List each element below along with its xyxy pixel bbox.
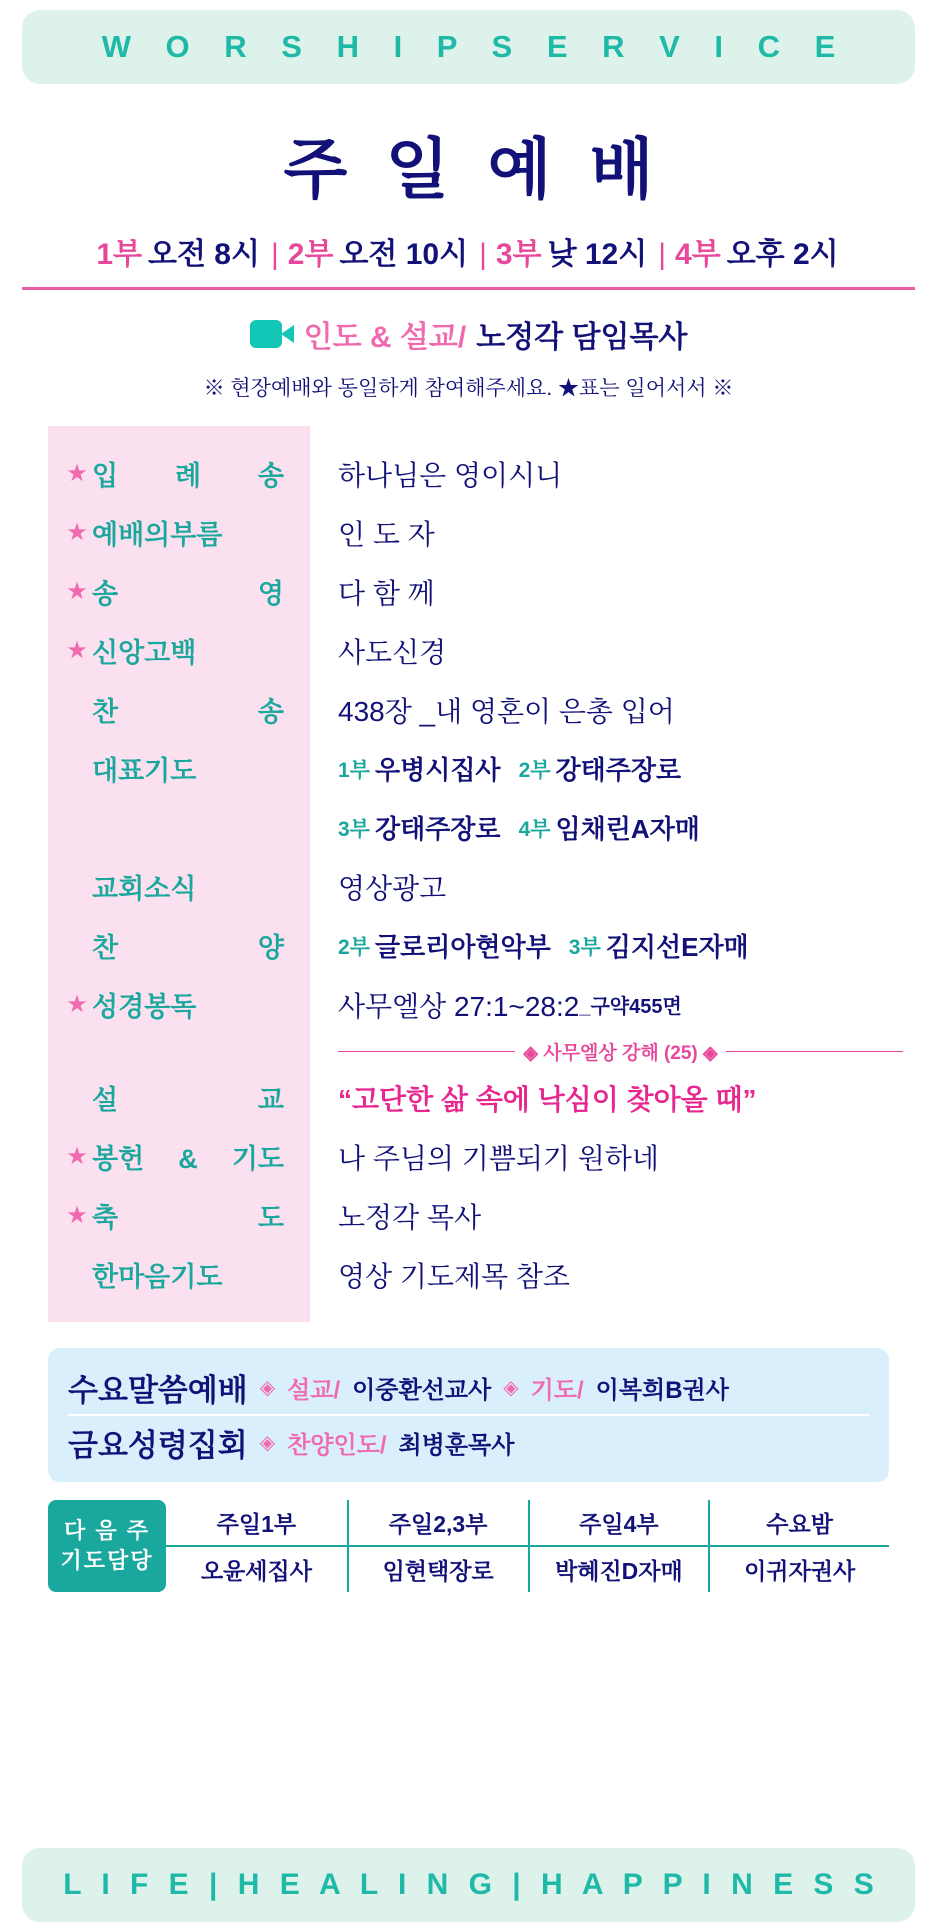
prayer-name-2: 강태주장로: [555, 755, 682, 785]
order-label-text: 찬 송: [92, 697, 284, 727]
star-icon: ★: [66, 519, 88, 546]
series-rule-left: [338, 1051, 515, 1052]
diamond-icon: ◈: [259, 1376, 276, 1399]
sermon-title: “고단한 삶 속에 낙심이 찾아올 때”: [338, 1083, 757, 1115]
order-label-text: 입 례 송: [92, 461, 284, 491]
page-title: 주 일 예 배: [283, 132, 664, 206]
service-time-value-3: 낮 12시: [547, 238, 648, 271]
star-icon: ★: [66, 637, 88, 664]
order-value: 인 도 자: [338, 518, 435, 550]
weekday-person-name: 이중환선교사: [352, 1376, 492, 1404]
scripture-page: _구약455면: [579, 996, 682, 1018]
duty-column-header: 주일4부: [528, 1500, 709, 1547]
order-value: 사도신경: [338, 636, 447, 668]
order-row-label: [48, 916, 310, 975]
praise-part-1: 2부: [338, 935, 370, 959]
scripture-reference: 사무엘상 27:1~28:2: [338, 990, 580, 1022]
prayer-row-2: [338, 798, 913, 857]
preacher-name: 노정각 담임목사: [476, 321, 688, 354]
top-banner: [22, 10, 915, 84]
order-row-label: [48, 503, 310, 562]
order-label-text: 성경봉독: [92, 992, 197, 1022]
prayer-name-3: 강태주장로: [374, 814, 501, 844]
order-value: 다 함 께: [338, 577, 435, 609]
scripture-row: [338, 975, 913, 1034]
praise-part-2: 3부: [568, 935, 601, 959]
order-row-spacer: [48, 1034, 310, 1068]
weekday-row-friday: [68, 1414, 869, 1468]
order-label-text: 봉헌 & 기도: [92, 1144, 284, 1174]
duty-person-name: 임현택장로: [347, 1547, 528, 1592]
star-icon: ★: [66, 1202, 88, 1229]
order-label-text: 대표기도: [92, 756, 197, 786]
order-label-text: 한마음기도: [92, 1262, 223, 1292]
duty-person-name: 이귀자권사: [708, 1547, 889, 1592]
service-time-value-1: 오전 8시: [148, 238, 260, 271]
weekday-title: 수요말씀예배: [68, 1372, 248, 1408]
order-row-label: [48, 621, 310, 680]
prayer-part-4: 4부: [518, 817, 551, 841]
star-icon: ★: [66, 460, 88, 487]
prayer-name-4: 임채린A자매: [555, 814, 700, 844]
order-row-label: [48, 739, 310, 798]
order-labels-column: [48, 426, 310, 1322]
order-row-label: [48, 1245, 310, 1304]
prayer-part-2: 2부: [518, 758, 551, 782]
order-label-text: 송 영: [92, 579, 284, 609]
diamond-icon: ◈: [259, 1431, 276, 1454]
star-icon: ★: [66, 578, 88, 605]
duty-column-header: 수요밤: [708, 1500, 889, 1547]
weekday-person-name: 이복희B권사: [595, 1376, 729, 1404]
service-time-value-4: 오후 2시: [726, 238, 839, 271]
time-separator-2: |: [479, 238, 487, 271]
order-value-prayer: 영상 기도제목 참조: [338, 1260, 570, 1292]
bottom-banner: [22, 1848, 915, 1922]
order-value-benediction: 노정각 목사: [338, 1201, 482, 1233]
weekday-title: 금요성령집회: [68, 1427, 248, 1463]
order-value: 하나님은 영이시니: [338, 459, 563, 491]
time-separator-3: |: [658, 238, 667, 271]
star-icon: ★: [66, 1143, 88, 1170]
order-label-text: 예배의부름: [92, 520, 223, 550]
service-time-part-2: 2부: [287, 238, 334, 271]
sermon-series-text: ◈ 사무엘상 강해 (25) ◈: [523, 1042, 718, 1064]
service-time-part-1: 1부: [96, 238, 142, 271]
order-label-text: 축 도: [92, 1203, 284, 1233]
order-row-label: [48, 562, 310, 621]
top-banner-text: W O R S H I P S E R V I C E: [101, 29, 849, 64]
order-row-label: [48, 680, 310, 739]
order-row-label: [48, 444, 310, 503]
order-label-text: 교회소식: [92, 874, 197, 904]
order-row-spacer: [48, 798, 310, 857]
service-times: [22, 229, 915, 290]
duty-column-header: 주일1부: [166, 1500, 347, 1547]
weekday-role-label: 기도/: [530, 1376, 584, 1404]
order-value-offering: 나 주님의 기쁨되기 원하네: [338, 1142, 659, 1174]
weekday-role-label: 설교/: [287, 1376, 341, 1404]
star-icon: ★: [66, 991, 88, 1018]
time-separator-1: |: [270, 238, 279, 271]
order-row-label: [48, 975, 310, 1034]
prayer-row-1: [338, 739, 913, 798]
sermon-title-row: [338, 1068, 913, 1127]
prayer-name-1: 우병시집사: [374, 755, 501, 785]
weekday-row-wednesday: [68, 1360, 869, 1414]
order-label-text: 찬 양: [92, 933, 284, 963]
order-row-label: [48, 1186, 310, 1245]
order-values-column: [310, 426, 913, 1322]
service-time-part-3: 3부: [495, 238, 542, 271]
order-value-news: 영상광고: [338, 872, 447, 904]
preacher-label: 인도 & 설교/: [303, 321, 467, 354]
duty-header-line2: 기도담당: [60, 1548, 154, 1573]
sermon-series: [338, 1034, 913, 1068]
prayer-duty-table: [48, 1500, 889, 1592]
duty-column-header: 주일2,3부: [347, 1500, 528, 1547]
diamond-icon: ◈: [503, 1376, 519, 1399]
attendance-notice: ※ 현장예배와 동일하게 참여해주세요. ★표는 일어서서 ※: [203, 377, 734, 400]
order-of-service: [48, 426, 913, 1322]
praise-row: [338, 916, 913, 975]
video-camera-icon: [250, 320, 294, 348]
order-row-label: [48, 1127, 310, 1186]
order-row-label: [48, 1068, 310, 1127]
order-value-hymn: 438장 _내 영혼이 은총 입어: [338, 695, 675, 727]
duty-person-name: 오윤세집사: [200, 1558, 312, 1584]
bottom-banner-text: L I F E | H E A L I N G | H A P P I N E S S: [63, 1868, 880, 1901]
order-label-text: 설 교: [92, 1085, 284, 1115]
series-rule-right: [726, 1051, 903, 1052]
preacher-row: [0, 312, 937, 356]
weekday-person-name: 최병훈목사: [398, 1431, 515, 1459]
weekday-role-label: 찬양인도/: [287, 1431, 387, 1459]
prayer-part-3: 3부: [338, 817, 370, 841]
service-time-value-2: 오전 10시: [339, 238, 469, 271]
weekday-services: [48, 1348, 889, 1482]
service-time-part-4: 4부: [675, 238, 721, 271]
duty-table-grid: [166, 1500, 889, 1592]
praise-name-1: 글로리아현악부: [374, 932, 551, 962]
praise-name-2: 김지선E자매: [605, 932, 749, 962]
duty-table-header-cell: [48, 1500, 166, 1592]
duty-person-name: 박혜진D자매: [528, 1547, 709, 1592]
order-label-text: 신앙고백: [92, 638, 197, 668]
prayer-part-1: 1부: [338, 758, 370, 782]
order-row-label: [48, 857, 310, 916]
duty-header-line1: 다 음 주: [64, 1518, 150, 1544]
